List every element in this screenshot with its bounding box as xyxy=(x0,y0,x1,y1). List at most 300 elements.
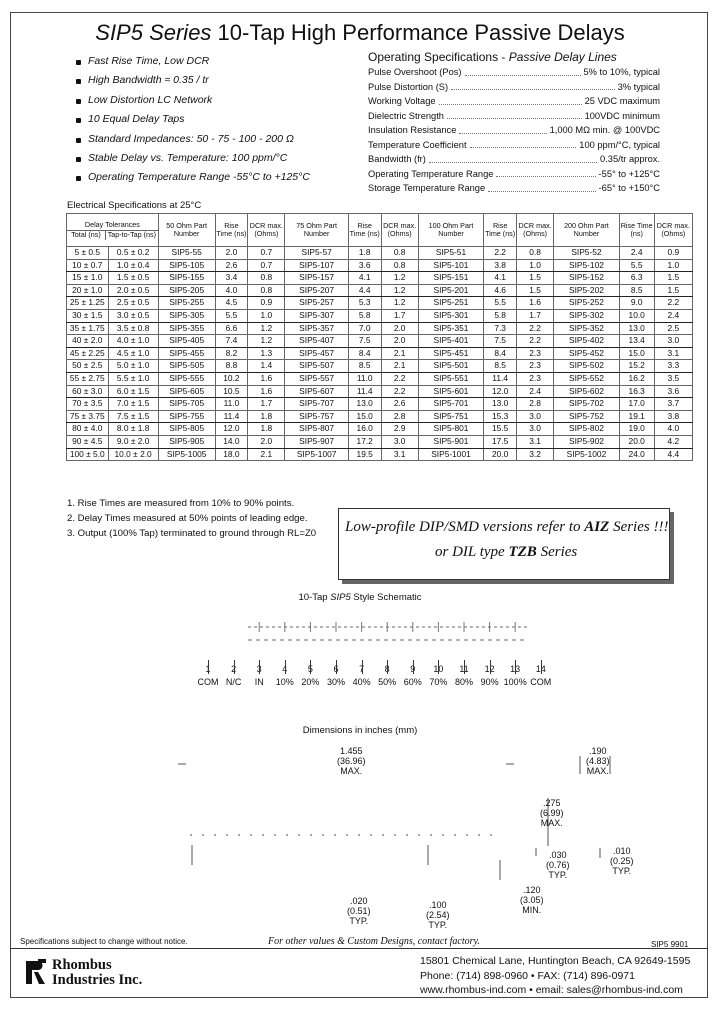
spec-cell: 1.5 xyxy=(517,284,554,297)
ops-value: 100 ppm/°C, typical xyxy=(579,139,660,150)
spec-cell: SIP5-202 xyxy=(554,284,620,297)
ops-row xyxy=(368,80,660,95)
dim-value: 1.455 xyxy=(340,746,363,756)
spec-cell: 1.5 ± 0.5 xyxy=(108,272,158,285)
spec-cell: 60 ± 3.0 xyxy=(67,385,109,398)
spec-cell: 0.9 xyxy=(248,297,285,310)
spec-cell: SIP5-155 xyxy=(158,272,215,285)
ops-value: 25 VDC maximum xyxy=(584,96,660,106)
pin-label: N/C xyxy=(225,677,242,687)
pin-label: 40% xyxy=(352,677,371,687)
pin-tick xyxy=(336,660,337,674)
spec-cell: 0.8 xyxy=(517,247,554,260)
leader-dots xyxy=(496,167,595,178)
spec-cell: 1.8 xyxy=(348,247,381,260)
spec-cell: SIP5-502 xyxy=(554,360,620,373)
spec-row xyxy=(67,272,693,285)
spec-cell: SIP5-405 xyxy=(158,335,215,348)
dim-value: .190 xyxy=(588,746,607,756)
spec-cell: 9.0 ± 2.0 xyxy=(108,435,158,448)
pin-label: 90% xyxy=(480,677,499,687)
feature-item: High Bandwidth ≈ 0.35 / tr xyxy=(70,71,370,90)
spec-cell: 12.0 xyxy=(484,385,517,398)
spec-cell: SIP5-505 xyxy=(158,360,215,373)
operating-specs xyxy=(368,49,660,196)
spec-cell: 8.5 xyxy=(484,360,517,373)
pin-number: 10 xyxy=(433,664,444,674)
feature-item: Fast Rise Time, Low DCR xyxy=(70,52,370,71)
spec-cell: 3.1 xyxy=(381,448,418,461)
dim-value: .120 xyxy=(522,885,541,895)
spec-cell: SIP5-902 xyxy=(554,435,620,448)
spec-cell: 2.0 xyxy=(215,247,248,260)
phone-line: Phone: (714) 898-0960 • FAX: (714) 896-0971 xyxy=(420,969,635,982)
pin-label: COM xyxy=(197,677,219,687)
spec-cell: SIP5-901 xyxy=(418,435,484,448)
spec-cell: 13.0 xyxy=(619,322,654,335)
pin-label: 60% xyxy=(403,677,422,687)
ops-row xyxy=(368,94,660,109)
ops-row xyxy=(368,167,660,182)
spec-cell: 0.5 ± 0.2 xyxy=(108,247,158,260)
spec-cell: 15.3 xyxy=(484,410,517,423)
spec-cell: SIP5-152 xyxy=(554,272,620,285)
spec-cell: 20 ± 1.0 xyxy=(67,284,109,297)
spec-cell: 40 ± 2.0 xyxy=(67,335,109,348)
spec-cell: SIP5-351 xyxy=(418,322,484,335)
dim-width xyxy=(540,798,564,828)
spec-cell: SIP5-605 xyxy=(158,385,215,398)
ops-label: Pulse Overshoot (Pos) xyxy=(368,67,462,77)
spec-cell: 8.4 xyxy=(484,347,517,360)
page-title xyxy=(0,20,720,46)
ops-label: Working Voltage xyxy=(368,96,436,106)
feature-item: Stable Delay vs. Temperature: 100 ppm/°C xyxy=(70,149,370,168)
dim-value: TYP. xyxy=(548,870,568,880)
spec-cell: 90 ± 4.5 xyxy=(67,435,109,448)
rise-header: Rise Time (ns) xyxy=(619,214,654,247)
spec-cell: 15.2 xyxy=(619,360,654,373)
spec-cell: SIP5-105 xyxy=(158,259,215,272)
spec-cell: SIP5-755 xyxy=(158,410,215,423)
spec-cell: SIP5-705 xyxy=(158,398,215,411)
pn50-header: 50 Ohm Part Number xyxy=(158,214,215,247)
spec-cell: 80 ± 4.0 xyxy=(67,423,109,436)
pin-tick xyxy=(541,660,542,674)
spec-cell: 1.2 xyxy=(248,335,285,348)
spec-cell: 15.0 xyxy=(619,347,654,360)
spec-cell: 7.4 xyxy=(215,335,248,348)
ops-row xyxy=(368,181,660,196)
spec-cell: 24.0 xyxy=(619,448,654,461)
electrical-specs-table xyxy=(66,213,693,461)
spec-cell: 7.5 xyxy=(484,335,517,348)
spec-cell: 7.3 xyxy=(484,322,517,335)
pin-label: 30% xyxy=(326,677,345,687)
version-callout xyxy=(338,508,670,580)
spec-cell: SIP5-802 xyxy=(554,423,620,436)
spec-cell: 1.7 xyxy=(248,398,285,411)
spec-cell: 3.0 ± 0.5 xyxy=(108,309,158,322)
spec-cell: SIP5-1005 xyxy=(158,448,215,461)
dim-value: (0.51) xyxy=(347,906,371,916)
spec-cell: 2.3 xyxy=(517,347,554,360)
pin-number: 1 xyxy=(205,664,211,674)
pin-number: 9 xyxy=(410,664,416,674)
spec-cell: SIP5-407 xyxy=(285,335,348,348)
spec-cell: 16.2 xyxy=(619,372,654,385)
spec-row xyxy=(67,360,693,373)
spec-cell: 10.0 ± 2.0 xyxy=(108,448,158,461)
spec-cell: 1.0 xyxy=(654,259,692,272)
dim-pitch xyxy=(426,900,450,930)
spec-cell: SIP5-752 xyxy=(554,410,620,423)
spec-cell: SIP5-151 xyxy=(418,272,484,285)
schem-title-a: 10-Tap xyxy=(298,592,331,603)
spec-cell: 1.8 xyxy=(248,410,285,423)
spec-cell: 13.0 xyxy=(348,398,381,411)
spec-cell: SIP5-551 xyxy=(418,372,484,385)
spec-cell: 0.7 xyxy=(248,259,285,272)
spec-cell: SIP5-507 xyxy=(285,360,348,373)
pin-label: COM xyxy=(530,677,552,687)
spec-cell: SIP5-257 xyxy=(285,297,348,310)
pn100-header: 100 Ohm Part Number xyxy=(418,214,484,247)
spec-cell: 20.0 xyxy=(619,435,654,448)
spec-row xyxy=(67,423,693,436)
callout-line-1 xyxy=(345,519,668,536)
pin-label: 80% xyxy=(454,677,473,687)
pin-number: 14 xyxy=(535,664,546,674)
callout-text: Low-profile DIP/SMD versions refer to xyxy=(345,519,585,535)
spec-cell: SIP5-607 xyxy=(285,385,348,398)
spec-cell: 16.3 xyxy=(619,385,654,398)
company-address xyxy=(420,954,690,998)
dim-lead-thick xyxy=(546,850,570,880)
spec-cell: 4.2 xyxy=(654,435,692,448)
spec-cell: SIP5-157 xyxy=(285,272,348,285)
pin-number: 8 xyxy=(384,664,390,674)
dcr-header: DCR max. (Ohms) xyxy=(654,214,692,247)
ops-row xyxy=(368,109,660,124)
spec-cell: 10.0 xyxy=(619,309,654,322)
spec-cell: 16.0 xyxy=(348,423,381,436)
leader-dots xyxy=(439,94,582,105)
spec-cell: 11.4 xyxy=(348,385,381,398)
spec-cell: 2.0 xyxy=(381,335,418,348)
spec-cell: 3.8 xyxy=(654,410,692,423)
dim-value: .100 xyxy=(428,900,447,910)
note-1: 1. Rise Times are measured from 10% to 90% points. xyxy=(67,498,295,509)
pin-label: 10% xyxy=(275,677,294,687)
spec-cell: 2.2 xyxy=(381,385,418,398)
spec-cell: 4.1 xyxy=(484,272,517,285)
spec-cell: 3.8 xyxy=(484,259,517,272)
dcr-header: DCR max. (Ohms) xyxy=(381,214,418,247)
spec-cell: 5.5 xyxy=(619,259,654,272)
spec-row xyxy=(67,309,693,322)
pin-tick xyxy=(208,660,209,674)
pn75-header: 75 Ohm Part Number xyxy=(285,214,348,247)
spec-cell: 4.6 xyxy=(484,284,517,297)
spec-cell: SIP5-701 xyxy=(418,398,484,411)
spec-cell: 1.2 xyxy=(381,284,418,297)
spec-cell: SIP5-252 xyxy=(554,297,620,310)
ops-heading-b: Passive Delay Lines xyxy=(508,50,617,64)
spec-cell: 2.0 ± 0.5 xyxy=(108,284,158,297)
spec-cell: 14.0 xyxy=(215,435,248,448)
spec-cell: SIP5-702 xyxy=(554,398,620,411)
spec-cell: 0.7 xyxy=(248,247,285,260)
pin-number: 7 xyxy=(359,664,365,674)
spec-cell: SIP5-805 xyxy=(158,423,215,436)
spec-cell: 18.0 xyxy=(215,448,248,461)
dim-value: (2.54) xyxy=(426,910,450,920)
dim-value: (4.83) xyxy=(586,756,610,766)
leader-dots xyxy=(429,152,597,163)
spec-row xyxy=(67,398,693,411)
spec-cell: 4.4 xyxy=(348,284,381,297)
spec-cell: SIP5-205 xyxy=(158,284,215,297)
spec-cell: 30 ± 1.5 xyxy=(67,309,109,322)
title-series: SIP5 Series xyxy=(95,20,212,45)
dim-value: TYP. xyxy=(428,920,448,930)
spec-cell: SIP5-452 xyxy=(554,347,620,360)
spec-row xyxy=(67,410,693,423)
ops-value: 5% to 10%, typical xyxy=(583,67,660,77)
spec-cell: 45 ± 2.25 xyxy=(67,347,109,360)
spec-cell: 5.5 xyxy=(215,309,248,322)
notes xyxy=(67,496,316,541)
dim-value: MAX. xyxy=(540,818,563,828)
spec-cell: 0.8 xyxy=(381,259,418,272)
spec-row xyxy=(67,448,693,461)
spec-cell: 5.3 xyxy=(348,297,381,310)
spec-cell: SIP5-101 xyxy=(418,259,484,272)
spec-cell: 3.2 xyxy=(517,448,554,461)
dim-value: .275 xyxy=(542,798,561,808)
spec-cell: SIP5-57 xyxy=(285,247,348,260)
spec-cell: 2.6 xyxy=(381,398,418,411)
spec-cell: SIP5-907 xyxy=(285,435,348,448)
spec-cell: 100 ± 5.0 xyxy=(67,448,109,461)
ops-value: -65° to +150°C xyxy=(598,183,660,193)
dim-value: .010 xyxy=(612,846,631,856)
delay-tolerance-header xyxy=(67,214,159,247)
rise-header: Rise Time (ns) xyxy=(215,214,248,247)
spec-cell: SIP5-457 xyxy=(285,347,348,360)
spec-cell: 11.0 xyxy=(348,372,381,385)
ops-row xyxy=(368,65,660,80)
spec-cell: 11.4 xyxy=(215,410,248,423)
spec-cell: 8.8 xyxy=(215,360,248,373)
dim-value: (6.99) xyxy=(540,808,564,818)
rise-header: Rise Time (ns) xyxy=(348,214,381,247)
spec-cell: 3.5 ± 0.8 xyxy=(108,322,158,335)
pin-label: 20% xyxy=(301,677,320,687)
spec-cell: 7.5 xyxy=(348,335,381,348)
pin-tick xyxy=(515,660,516,674)
note-2: 2. Delay Times measured at 50% points of leading edge. xyxy=(67,513,308,524)
dcr-header: DCR max. (Ohms) xyxy=(517,214,554,247)
spec-cell: 3.5 xyxy=(654,372,692,385)
spec-cell: 3.7 xyxy=(654,398,692,411)
spec-cell: 3.4 xyxy=(215,272,248,285)
spec-cell: 2.4 xyxy=(517,385,554,398)
note-3: 3. Output (100% Tap) terminated to ground through RL=Z0 xyxy=(67,528,317,539)
spec-cell: 1.4 xyxy=(248,360,285,373)
spec-cell: 8.0 ± 1.8 xyxy=(108,423,158,436)
spec-cell: SIP5-602 xyxy=(554,385,620,398)
spec-cell: 5.0 ± 1.0 xyxy=(108,360,158,373)
spec-cell: 5.8 xyxy=(484,309,517,322)
spec-cell: 12.0 xyxy=(215,423,248,436)
callout-line-2 xyxy=(435,544,577,561)
spec-cell: SIP5-251 xyxy=(418,297,484,310)
callout-aiz: AIZ xyxy=(584,519,610,535)
spec-cell: 4.0 xyxy=(215,284,248,297)
pin-number: 13 xyxy=(510,664,521,674)
spec-cell: 10.5 xyxy=(215,385,248,398)
spec-cell: 1.6 xyxy=(248,372,285,385)
pin-label: 50% xyxy=(378,677,397,687)
delay-tol-label: Delay Tolerances xyxy=(67,220,158,231)
leader-dots xyxy=(451,80,615,91)
spec-cell: 0.8 xyxy=(248,284,285,297)
rise-header: Rise Time (ns) xyxy=(484,214,517,247)
leader-dots xyxy=(465,65,581,76)
spec-cell: 4.4 xyxy=(654,448,692,461)
spec-cell: 3.6 xyxy=(348,259,381,272)
feature-item: Operating Temperature Range -55°C to +125°C xyxy=(70,168,370,187)
schem-title-b: SIP5 xyxy=(330,592,351,603)
spec-cell: 6.6 xyxy=(215,322,248,335)
ops-rows xyxy=(368,65,660,196)
spec-cell: 13.4 xyxy=(619,335,654,348)
leader-dots xyxy=(459,123,546,134)
spec-cell: 3.1 xyxy=(654,347,692,360)
feature-item: 10 Equal Delay Taps xyxy=(70,110,370,129)
spec-cell: 1.6 xyxy=(517,297,554,310)
dim-height xyxy=(586,746,610,776)
rhombus-logo-icon xyxy=(24,957,48,987)
ops-row xyxy=(368,152,660,167)
spec-table-body xyxy=(67,247,693,461)
spec-cell: SIP5-555 xyxy=(158,372,215,385)
spec-cell: 20.0 xyxy=(484,448,517,461)
spec-cell: SIP5-807 xyxy=(285,423,348,436)
spec-cell: SIP5-355 xyxy=(158,322,215,335)
dcr-header: DCR max. (Ohms) xyxy=(248,214,285,247)
spec-cell: SIP5-207 xyxy=(285,284,348,297)
spec-cell: 8.5 xyxy=(348,360,381,373)
spec-cell: SIP5-1001 xyxy=(418,448,484,461)
spec-row xyxy=(67,284,693,297)
spec-cell: SIP5-401 xyxy=(418,335,484,348)
spec-cell: 11.4 xyxy=(484,372,517,385)
spec-cell: 3.6 xyxy=(654,385,692,398)
spec-row xyxy=(67,247,693,260)
spec-row xyxy=(67,385,693,398)
spec-cell: 2.2 xyxy=(484,247,517,260)
ops-heading-a: Operating Specifications - xyxy=(368,50,509,64)
dim-value: (0.76) xyxy=(546,860,570,870)
spec-cell: 6.0 ± 1.5 xyxy=(108,385,158,398)
tap-header: Tap-to-Tap (ns) xyxy=(107,230,157,240)
spec-cell: 1.8 xyxy=(248,423,285,436)
dim-value: (3.05) xyxy=(520,895,544,905)
spec-cell: SIP5-302 xyxy=(554,309,620,322)
pin-labels xyxy=(0,663,720,695)
spec-cell: 2.2 xyxy=(517,322,554,335)
spec-cell: 2.2 xyxy=(381,372,418,385)
spec-cell: 1.7 xyxy=(517,309,554,322)
spec-cell: 10 ± 0.7 xyxy=(67,259,109,272)
company-line-2: Industries Inc. xyxy=(52,972,143,988)
spec-cell: 4.1 xyxy=(348,272,381,285)
callout-text: or DIL type xyxy=(435,544,509,560)
spec-cell: 2.8 xyxy=(517,398,554,411)
spec-cell: 0.8 xyxy=(248,272,285,285)
schem-title-c: Style Schematic xyxy=(350,592,422,603)
web-line[interactable]: www.rhombus-ind.com • email: sales@rhombus-ind.com xyxy=(420,984,683,996)
doc-number: SIP5 9901 xyxy=(651,940,689,949)
spec-cell: 15.0 xyxy=(348,410,381,423)
dim-value: (0.25) xyxy=(610,856,634,866)
spec-cell: 2.2 xyxy=(517,335,554,348)
schematic-diagram xyxy=(0,600,720,670)
dim-value: MAX. xyxy=(340,766,363,776)
spec-row xyxy=(67,335,693,348)
ops-value: -55° to +125°C xyxy=(598,168,660,179)
dim-value: .030 xyxy=(548,850,567,860)
spec-cell: 17.2 xyxy=(348,435,381,448)
spec-cell: 4.5 ± 1.0 xyxy=(108,347,158,360)
dimensions-title: Dimensions in inches (mm) xyxy=(302,725,418,736)
pin-tick xyxy=(259,660,260,674)
feature-item: Low Distortion LC Network xyxy=(70,91,370,110)
spec-cell: 1.0 ± 0.4 xyxy=(108,259,158,272)
pin-tick xyxy=(234,660,235,674)
spec-cell: 1.5 xyxy=(654,272,692,285)
dim-value: TYP. xyxy=(612,866,632,876)
spec-cell: 25 ± 1.25 xyxy=(67,297,109,310)
spec-cell: 2.8 xyxy=(381,410,418,423)
electrical-specs-title: Electrical Specifications at 25°C xyxy=(67,200,202,211)
spec-cell: SIP5-255 xyxy=(158,297,215,310)
spec-cell: 2.1 xyxy=(381,360,418,373)
spec-cell: 13.0 xyxy=(484,398,517,411)
spec-cell: 1.6 xyxy=(248,385,285,398)
ops-row xyxy=(368,123,660,138)
spec-cell: 2.3 xyxy=(517,372,554,385)
spec-cell: 6.3 xyxy=(619,272,654,285)
spec-cell: SIP5-357 xyxy=(285,322,348,335)
spec-cell: 2.2 xyxy=(654,297,692,310)
pin-label: 70% xyxy=(429,677,448,687)
pin-tick xyxy=(490,660,491,674)
spec-cell: SIP5-52 xyxy=(554,247,620,260)
ops-value: 3% typical xyxy=(617,81,660,92)
spec-cell: 2.9 xyxy=(381,423,418,436)
spec-cell: 35 ± 1.75 xyxy=(67,322,109,335)
spec-cell: 1.7 xyxy=(381,309,418,322)
ops-label: Insulation Resistance xyxy=(368,125,457,135)
spec-cell: SIP5-552 xyxy=(554,372,620,385)
ops-row xyxy=(368,138,660,153)
spec-cell: 7.5 ± 1.5 xyxy=(108,410,158,423)
spec-row xyxy=(67,322,693,335)
